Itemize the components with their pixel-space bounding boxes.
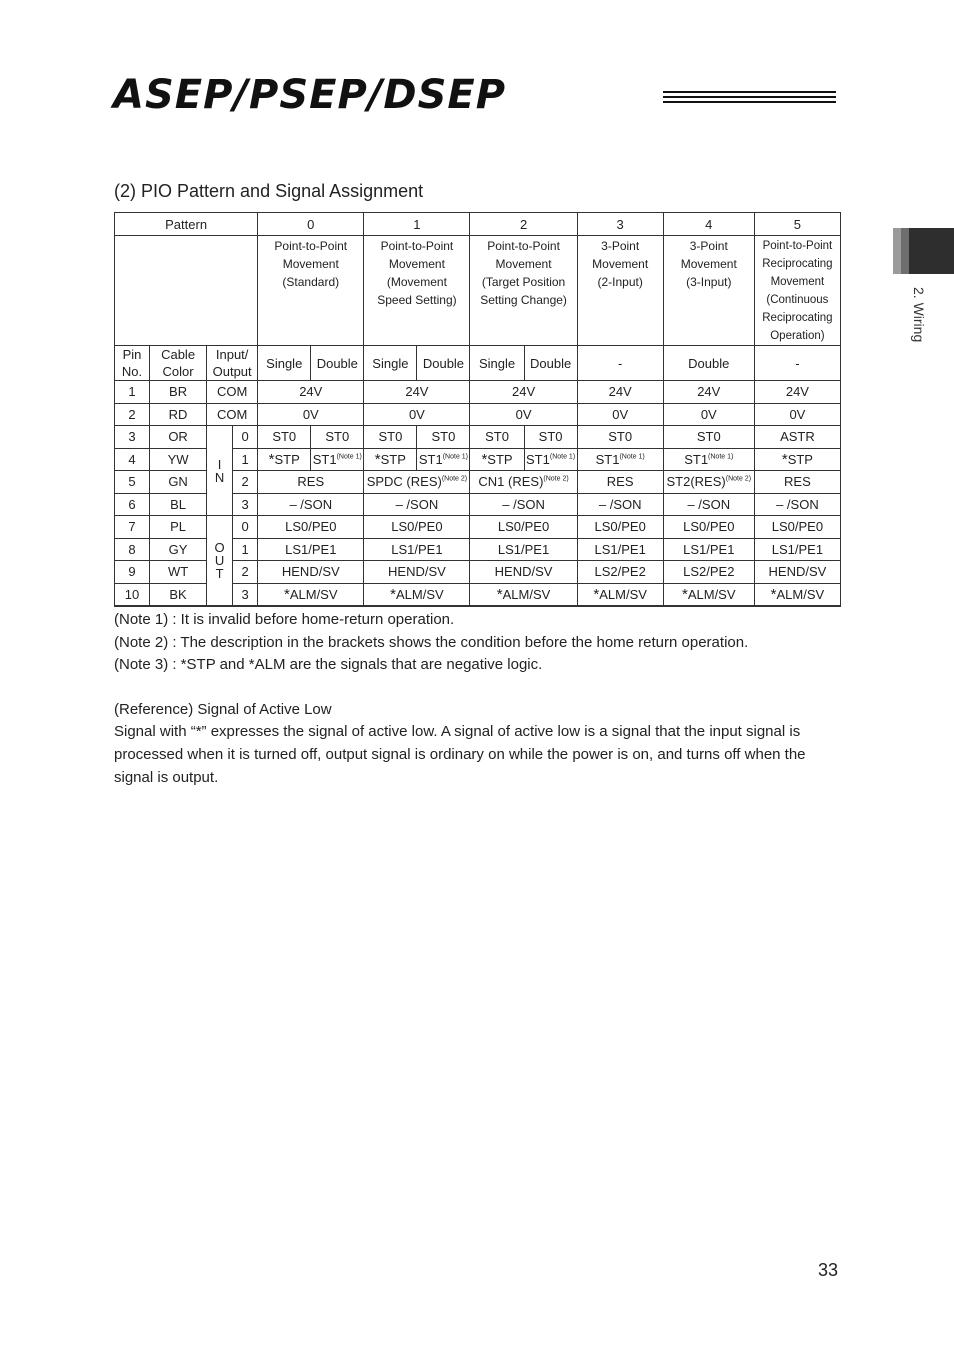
desc-1: Point-to-Point Movement (Movement Speed Setting): [364, 236, 470, 346]
signal-cell: HEND/SV: [258, 561, 364, 584]
pio-table: [114, 212, 841, 607]
signal-cell: ST0: [417, 426, 470, 449]
note-2: (Note 2) : The description in the brackets shows the condition before the home return operation.: [114, 633, 749, 651]
io-cell: COM: [207, 381, 258, 404]
pin-cell: 5: [115, 471, 150, 494]
desc-5: Point-to-Point Reciprocating Movement (Continuous Reciprocating Operation): [754, 236, 840, 346]
signal-cell: *ALM/SV: [364, 583, 470, 606]
signal-cell: – /SON: [577, 493, 663, 516]
pin-cell: 6: [115, 493, 150, 516]
pattern-3: 3: [577, 213, 663, 236]
signal-cell: RES: [754, 471, 840, 494]
signal-cell: *STP: [258, 448, 311, 471]
pattern-2: 2: [470, 213, 577, 236]
signal-cell: 24V: [258, 381, 364, 404]
signal-cell: ST0: [364, 426, 417, 449]
signal-cell: 0V: [258, 403, 364, 426]
p5-header: -: [754, 346, 840, 381]
signal-cell: *ALM/SV: [258, 583, 364, 606]
logo-rules: [663, 91, 836, 106]
pattern-5: 5: [754, 213, 840, 236]
signal-cell: LS0/PE0: [754, 516, 840, 539]
pin-cell: 8: [115, 538, 150, 561]
desc-blank: [115, 236, 258, 346]
desc-3: 3-Point Movement (2-Input): [577, 236, 663, 346]
signal-cell: SPDC (RES)$^{(Note 2)}$: [364, 471, 470, 494]
signal-cell: *ALM/SV: [470, 583, 577, 606]
sub-header-row: [115, 346, 841, 381]
signal-cell: CN1 (RES)$^{(Note 2)}$: [470, 471, 577, 494]
reference-title: (Reference) Signal of Active Low: [114, 700, 332, 718]
signal-cell: *STP: [754, 448, 840, 471]
page-number: 33: [818, 1260, 839, 1280]
io-group-out: O U T: [207, 516, 233, 607]
pin-cell: 7: [115, 516, 150, 539]
pattern-label: Pattern: [115, 213, 258, 236]
bit-cell: 3: [233, 583, 258, 606]
signal-cell: 0V: [754, 403, 840, 426]
desc-2: Point-to-Point Movement (Target Position Setting Change): [470, 236, 577, 346]
signal-cell: 24V: [470, 381, 577, 404]
signal-cell: *ALM/SV: [663, 583, 754, 606]
pin-cell: 10: [115, 583, 150, 606]
cable-header: Cable Color: [150, 346, 207, 381]
color-cell: PL: [150, 516, 207, 539]
signal-cell: ST0: [577, 426, 663, 449]
logo-text: ASEP/PSEP/DSEP: [113, 72, 507, 118]
color-cell: BK: [150, 583, 207, 606]
signal-cell: LS1/PE1: [364, 538, 470, 561]
desc-4: 3-Point Movement (3-Input): [663, 236, 754, 346]
signal-cell: ASTR: [754, 426, 840, 449]
pattern-4: 4: [663, 213, 754, 236]
signal-cell: $ST1^{(Note 1)}$: [663, 448, 754, 471]
bit-cell: 2: [233, 471, 258, 494]
signal-cell: *ALM/SV: [577, 583, 663, 606]
bit-cell: 0: [233, 426, 258, 449]
signal-cell: RES: [577, 471, 663, 494]
signal-cell: 0V: [663, 403, 754, 426]
bit-cell: 2: [233, 561, 258, 584]
signal-cell: LS2/PE2: [577, 561, 663, 584]
color-cell: WT: [150, 561, 207, 584]
description-row: [115, 236, 841, 346]
io-group-in: I N: [207, 426, 233, 516]
signal-cell: LS0/PE0: [258, 516, 364, 539]
pin-cell: 1: [115, 381, 150, 404]
signal-cell: 24V: [364, 381, 470, 404]
color-cell: GN: [150, 471, 207, 494]
signal-cell: HEND/SV: [754, 561, 840, 584]
signal-cell: ST0: [311, 426, 364, 449]
signal-cell: LS2/PE2: [663, 561, 754, 584]
signal-cell: LS1/PE1: [663, 538, 754, 561]
p2-single-header: Single: [470, 346, 524, 381]
io-cell: COM: [207, 403, 258, 426]
chapter-tab: [893, 228, 954, 274]
color-cell: RD: [150, 403, 207, 426]
pattern-1: 1: [364, 213, 470, 236]
signal-cell: LS1/PE1: [577, 538, 663, 561]
signal-cell: *STP: [364, 448, 417, 471]
signal-cell: LS0/PE0: [663, 516, 754, 539]
signal-cell: – /SON: [364, 493, 470, 516]
pin-cell: 4: [115, 448, 150, 471]
signal-cell: $ST1^{(Note 1)}$: [524, 448, 577, 471]
color-cell: YW: [150, 448, 207, 471]
signal-cell: ST0: [470, 426, 524, 449]
bit-cell: 0: [233, 516, 258, 539]
signal-cell: 24V: [577, 381, 663, 404]
signal-cell: – /SON: [258, 493, 364, 516]
signal-cell: 0V: [577, 403, 663, 426]
signal-cell: RES: [258, 471, 364, 494]
p3-header: -: [577, 346, 663, 381]
signal-cell: LS0/PE0: [470, 516, 577, 539]
signal-cell: 0V: [470, 403, 577, 426]
signal-cell: – /SON: [470, 493, 577, 516]
notes-block: [114, 609, 844, 789]
p4-header: Double: [663, 346, 754, 381]
signal-cell: ST2(RES)$^{(Note 2)}$: [663, 471, 754, 494]
reference-body: Signal with “*” expresses the signal of active low. A signal of active low is a signal that the input signal is processed when it is turned off, output signal is ordinary on while the power is on, and turns off when the signal is output.: [114, 723, 806, 786]
pin-header: Pin No.: [115, 346, 150, 381]
io-header: Input/ Output: [207, 346, 258, 381]
pattern-header-row: [115, 213, 841, 236]
signal-cell: HEND/SV: [470, 561, 577, 584]
bit-cell: 1: [233, 448, 258, 471]
signal-cell: – /SON: [754, 493, 840, 516]
product-logo: [113, 74, 838, 120]
color-cell: GY: [150, 538, 207, 561]
p2-double-header: Double: [524, 346, 577, 381]
table-row: [115, 516, 841, 539]
signal-cell: 24V: [754, 381, 840, 404]
signal-cell: LS0/PE0: [577, 516, 663, 539]
note-3: (Note 3) : *STP and *ALM are the signals that are negative logic.: [114, 656, 543, 674]
signal-cell: ST0: [663, 426, 754, 449]
color-cell: BL: [150, 493, 207, 516]
note-1: (Note 1) : It is invalid before home-return operation.: [114, 611, 455, 628]
signal-cell: LS1/PE1: [258, 538, 364, 561]
desc-0: Point-to-Point Movement (Standard): [258, 236, 364, 346]
signal-cell: ST0: [258, 426, 311, 449]
signal-cell: 0V: [364, 403, 470, 426]
signal-cell: $ST1^{(Note 1)}$: [577, 448, 663, 471]
signal-cell: *STP: [470, 448, 524, 471]
signal-cell: $ST1^{(Note 1)}$: [417, 448, 470, 471]
p1-double-header: Double: [417, 346, 470, 381]
signal-cell: – /SON: [663, 493, 754, 516]
bit-cell: 1: [233, 538, 258, 561]
pin-cell: 3: [115, 426, 150, 449]
color-cell: OR: [150, 426, 207, 449]
pattern-0: 0: [258, 213, 364, 236]
p0-double-header: Double: [311, 346, 364, 381]
signal-cell: LS1/PE1: [754, 538, 840, 561]
table-row: [115, 426, 841, 449]
p1-single-header: Single: [364, 346, 417, 381]
pin-cell: 2: [115, 403, 150, 426]
bit-cell: 3: [233, 493, 258, 516]
signal-cell: $ST1^{(Note 1)}$: [311, 448, 364, 471]
signal-cell: LS0/PE0: [364, 516, 470, 539]
table-row: [115, 381, 841, 404]
color-cell: BR: [150, 381, 207, 404]
table-row: [115, 403, 841, 426]
section-title: (2) PIO Pattern and Signal Assignment: [114, 181, 424, 201]
chapter-label: 2. Wiring: [911, 287, 927, 343]
signal-cell: LS1/PE1: [470, 538, 577, 561]
pin-cell: 9: [115, 561, 150, 584]
signal-cell: HEND/SV: [364, 561, 470, 584]
signal-cell: 24V: [663, 381, 754, 404]
p0-single-header: Single: [258, 346, 311, 381]
signal-cell: *ALM/SV: [754, 583, 840, 606]
signal-cell: ST0: [524, 426, 577, 449]
